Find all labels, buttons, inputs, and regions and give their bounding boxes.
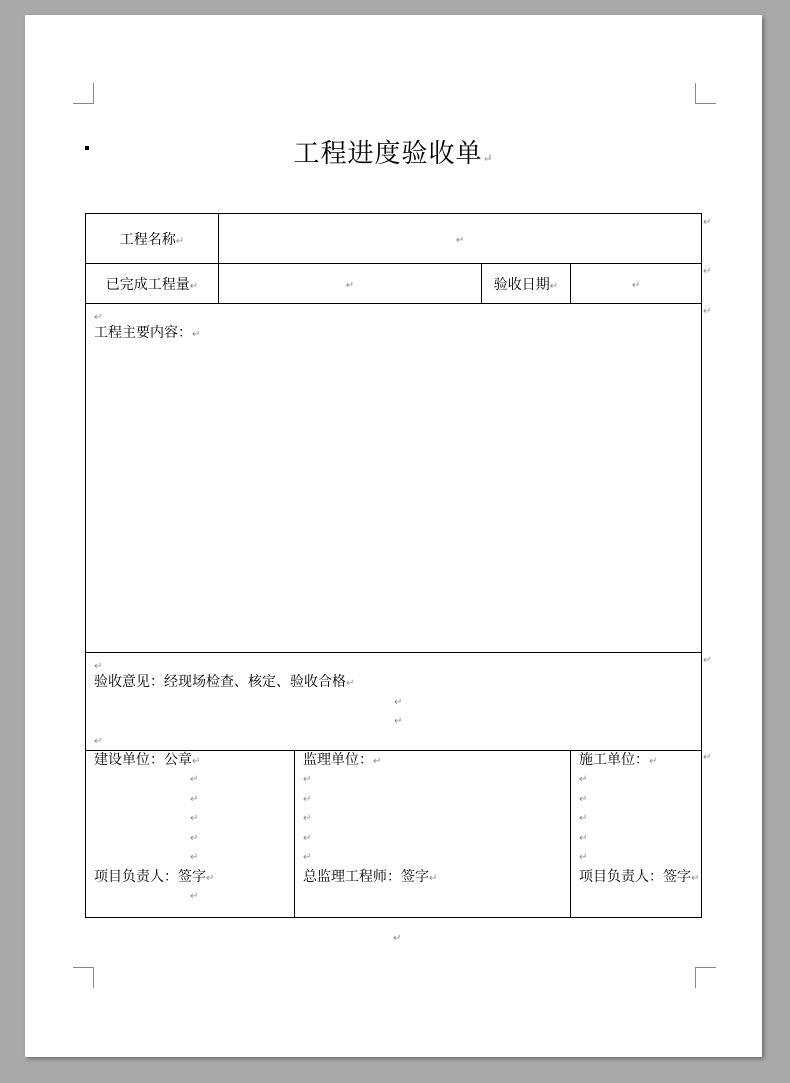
acceptance-opinion-text: 验收意见：经现场检查、核定、验收合格↵ [94, 674, 355, 690]
supervision-unit-label: 监理单位：↵ [303, 751, 382, 768]
build-unit-cell[interactable]: 建设单位：公章↵ ↵ ↵ ↵ ↵ ↵ 项目负责人：签字↵ ↵ [86, 750, 295, 917]
construction-unit-cell[interactable]: 施工单位：↵ ↵ ↵ ↵ ↵ ↵ 项目负责人：签字↵ [571, 750, 702, 917]
row-end-mark: ↵ [703, 266, 712, 277]
acceptance-opinion-cell[interactable]: ↵ 验收意见：经现场检查、核定、验收合格↵ ↵ ↵ ↵ [86, 653, 702, 751]
build-unit-label: 建设单位：公章↵ [94, 751, 201, 768]
construction-unit-label: 施工单位：↵ [579, 751, 658, 768]
construction-unit-signature: 项目负责人：签字↵ [579, 868, 700, 885]
project-name-label: 工程名称↵ [86, 214, 219, 264]
build-unit-signature: 项目负责人：签字↵ [94, 868, 215, 885]
document-title[interactable]: 工程进度验收单↵ [293, 139, 494, 169]
acceptance-date-label: 验收日期↵ [482, 264, 571, 304]
project-name-value[interactable]: ↵ [219, 214, 702, 264]
crop-mark-bottom-right [695, 967, 716, 988]
supervision-unit-signature: 总监理工程师：签字↵ [303, 868, 438, 885]
row-end-mark: ↵ [703, 306, 712, 317]
completed-quantity-value[interactable]: ↵ [219, 264, 482, 304]
completed-quantity-label: 已完成工程量↵ [86, 264, 219, 304]
row-end-mark: ↵ [703, 752, 712, 763]
crop-mark-bottom-left [73, 967, 94, 988]
crop-mark-top-left [73, 83, 94, 104]
document-page [25, 15, 762, 1057]
acceptance-form-table [85, 213, 702, 918]
supervision-unit-cell[interactable]: 监理单位：↵ ↵ ↵ ↵ ↵ ↵ 总监理工程师：签字↵ [295, 750, 571, 917]
main-content-label: 工程主要内容：↵ [94, 325, 201, 341]
main-content-cell[interactable]: ↵ 工程主要内容：↵ [86, 304, 702, 653]
acceptance-date-value[interactable]: ↵ [571, 264, 702, 304]
row-end-mark: ↵ [703, 655, 712, 666]
paragraph-end-mark: ↵ [393, 933, 402, 944]
crop-mark-top-right [695, 83, 716, 104]
row-end-mark: ↵ [703, 217, 712, 228]
